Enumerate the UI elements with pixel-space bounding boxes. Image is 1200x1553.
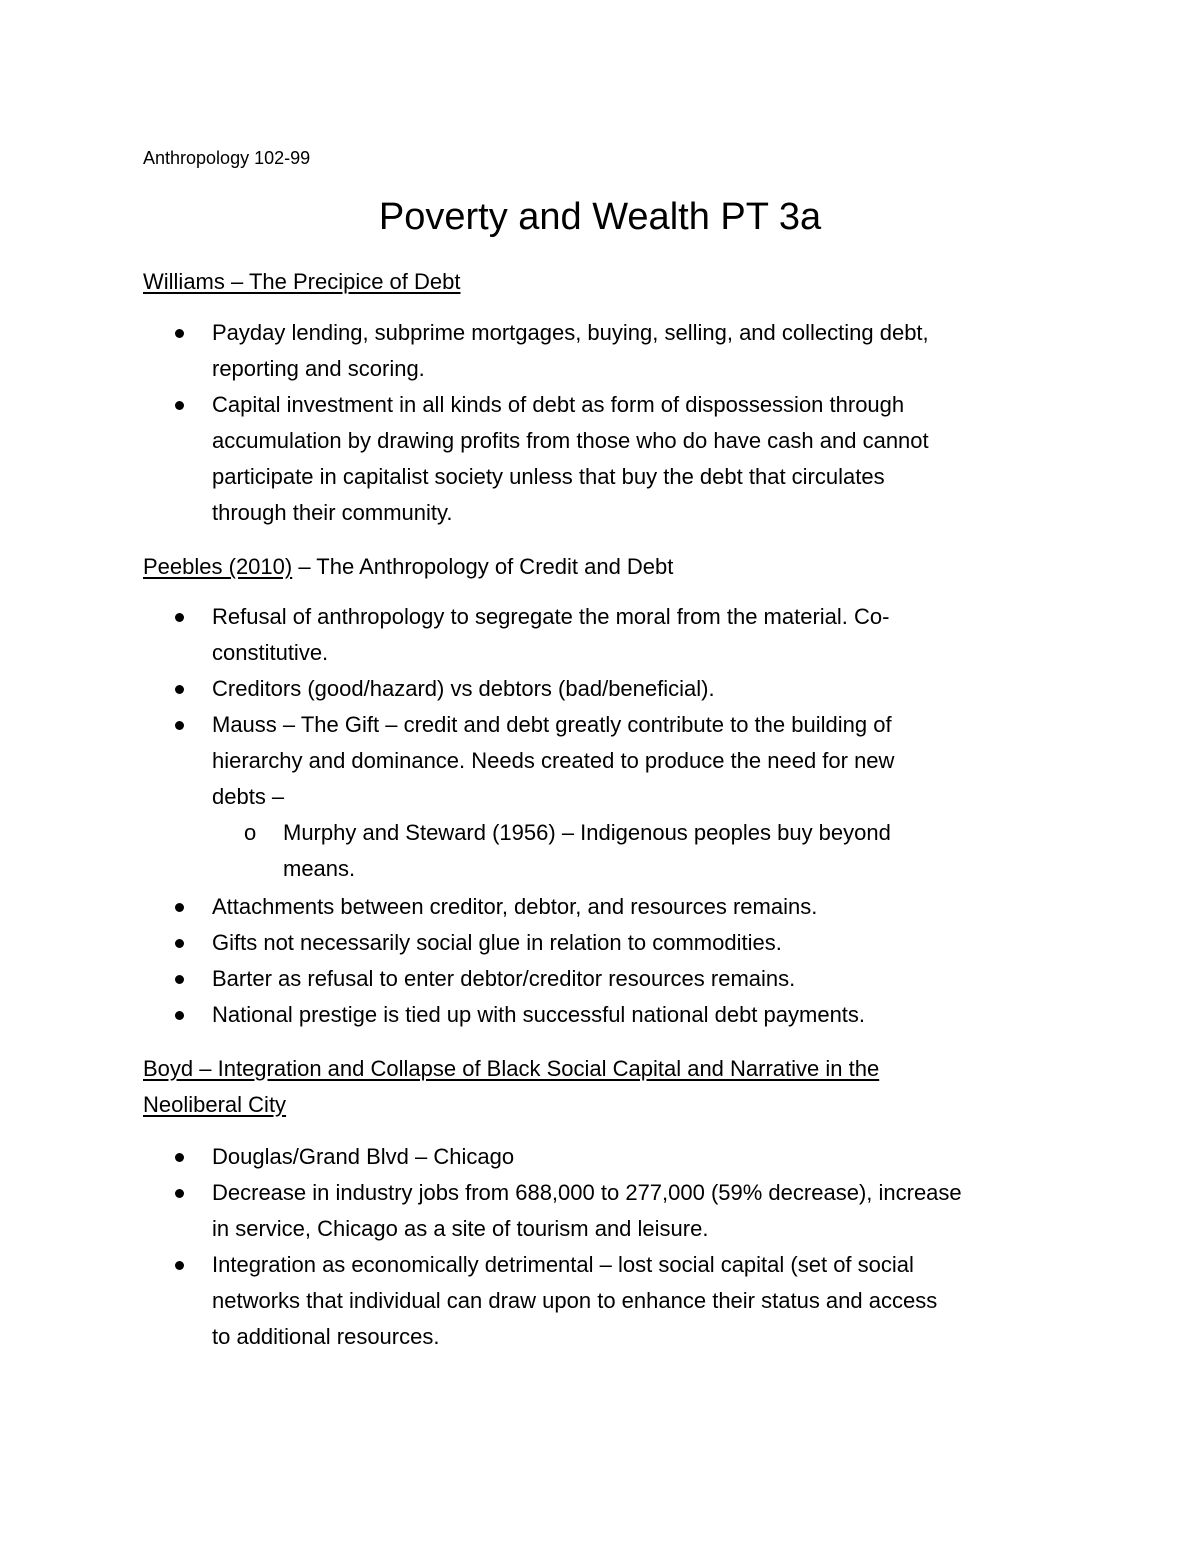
bullet-text-line: Payday lending, subprime mortgages, buying, selling, and collecting debt, bbox=[212, 320, 929, 345]
bullet-text-line: Integration as economically detrimental – lost social capital (set of social bbox=[212, 1252, 914, 1277]
bullet-text-line: hierarchy and dominance. Needs created to produce the need for new bbox=[212, 748, 895, 773]
bullet-icon bbox=[175, 329, 184, 338]
bullet-icon bbox=[175, 903, 184, 912]
bullet-text-line: reporting and scoring. bbox=[212, 356, 425, 381]
bullet-text-line: National prestige is tied up with successful national debt payments. bbox=[212, 1002, 866, 1027]
bullet-text-line: to additional resources. bbox=[212, 1324, 440, 1349]
bullet-text-line: Barter as refusal to enter debtor/creditor resources remains. bbox=[212, 966, 796, 991]
section-heading-peebles bbox=[143, 549, 673, 585]
bullet-icon bbox=[175, 1189, 184, 1198]
section-heading-title: Peebles (2010) bbox=[143, 554, 293, 579]
bullet-text-line: Mauss – The Gift – credit and debt greatly contribute to the building of bbox=[212, 712, 892, 737]
section-heading-title: Neoliberal City bbox=[143, 1092, 287, 1117]
bullet-text-line: Douglas/Grand Blvd – Chicago bbox=[212, 1144, 515, 1169]
bullet-icon bbox=[175, 721, 184, 730]
bullet-text-line: Gifts not necessarily social glue in relation to commodities. bbox=[212, 930, 782, 955]
bullet-text-line: networks that individual can draw upon to enhance their status and access bbox=[212, 1288, 938, 1313]
section-heading-rest: – The Anthropology of Credit and Debt bbox=[292, 554, 674, 579]
bullet-text-line: Capital investment in all kinds of debt as form of dispossession through bbox=[212, 392, 905, 417]
bullet-icon bbox=[175, 1153, 184, 1162]
bullet-text-line: Creditors (good/hazard) vs debtors (bad/beneficial). bbox=[212, 676, 715, 701]
bullet-icon bbox=[175, 401, 184, 410]
section-heading-boyd-line-2 bbox=[143, 1087, 286, 1123]
bullet-text-line: Decrease in industry jobs from 688,000 to 277,000 (59% decrease), increase bbox=[212, 1180, 962, 1205]
bullet-text-line: debts – bbox=[212, 784, 285, 809]
bullet-text-line: in service, Chicago as a site of tourism and leisure. bbox=[212, 1216, 709, 1241]
bullet-text-line: participate in capitalist society unless that buy the debt that circulates bbox=[212, 464, 885, 489]
sub-bullet-text-line: means. bbox=[283, 856, 356, 881]
bullet-text-line: through their community. bbox=[212, 500, 453, 525]
bullet-icon bbox=[175, 685, 184, 694]
bullet-text-line: accumulation by drawing profits from those who do have cash and cannot bbox=[212, 428, 929, 453]
section-heading-williams bbox=[143, 264, 461, 300]
bullet-text-line: Attachments between creditor, debtor, and resources remains. bbox=[212, 894, 818, 919]
section-heading-boyd bbox=[143, 1051, 879, 1087]
section-heading-title: Boyd – Integration and Collapse of Black Social Capital and Narrative in the bbox=[143, 1056, 880, 1081]
page-title: Poverty and Wealth PT 3a bbox=[378, 196, 822, 238]
bullet-icon bbox=[175, 613, 184, 622]
section-heading-title: Williams – The Precipice of Debt bbox=[143, 269, 461, 294]
bullet-text-line: constitutive. bbox=[212, 640, 329, 665]
bullet-icon bbox=[175, 939, 184, 948]
course-label: Anthropology 102-99 bbox=[143, 148, 311, 168]
bullet-text-line: Refusal of anthropology to segregate the moral from the material. Co- bbox=[212, 604, 890, 629]
sub-bullet-text-line: Murphy and Steward (1956) – Indigenous peoples buy beyond bbox=[283, 820, 891, 845]
bullet-icon bbox=[175, 1011, 184, 1020]
bullet-icon bbox=[175, 1261, 184, 1270]
sub-bullet-icon: o bbox=[244, 820, 257, 845]
bullet-icon bbox=[175, 975, 184, 984]
